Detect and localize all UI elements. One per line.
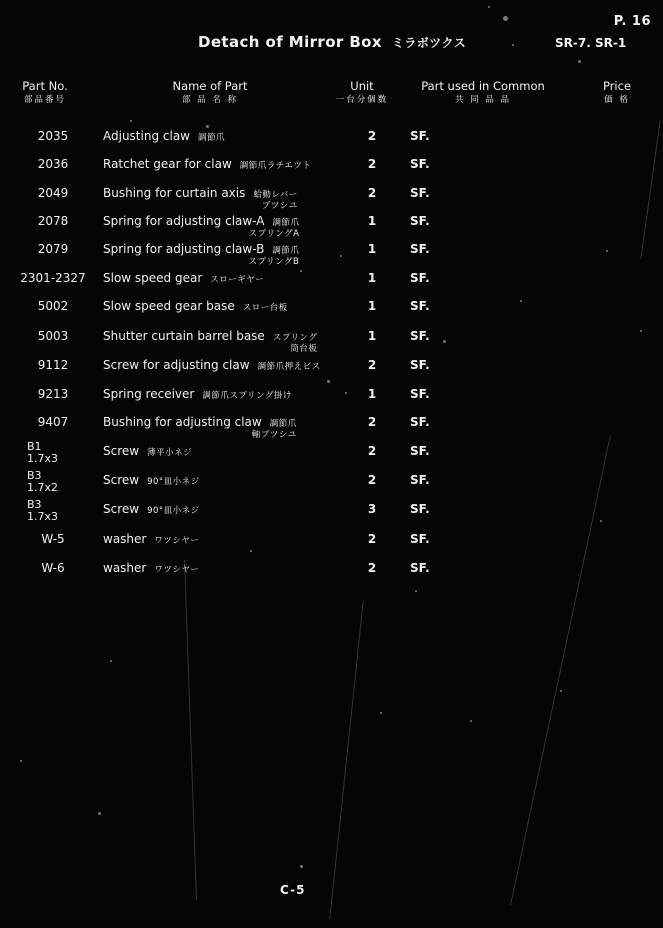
part-name-en: washer [103,532,147,546]
unit-count: 1 [367,214,377,228]
part-number: 2036 [37,157,69,171]
header-part-no [18,80,72,107]
part-name [103,186,298,211]
unit-count: 1 [367,242,377,256]
part-number: W-5 [41,532,65,546]
header-common-jp: 共 同 品 品 [454,95,512,105]
part-name-jp: 調節爪スプリング掛け [202,391,292,401]
unit-count: 2 [367,157,377,171]
header-part-no-label: Part No. [22,79,68,93]
part-name-jp-line2: 軸ブツシユ [251,430,297,440]
part-name-jp: スロー台板 [242,303,288,313]
part-name [103,329,317,354]
header-unit-label: Unit [350,79,374,93]
part-name [103,358,321,374]
common-use: SF. [410,214,430,228]
part-number [27,441,67,465]
part-name-en: washer [103,561,147,575]
unit-count: 2 [367,129,377,143]
unit-count: 2 [367,561,377,575]
part-name-en: Shutter curtain barrel base [103,329,265,343]
part-number: 5003 [37,329,69,343]
part-name [103,444,192,460]
common-use: SF. [410,129,430,143]
part-name [103,561,199,577]
unit-count: 2 [367,415,377,429]
part-name [103,129,225,145]
common-use: SF. [410,157,430,171]
table-row [0,186,663,216]
header-price-jp: 価 格 [604,95,630,105]
part-number: 9112 [37,358,69,372]
part-name-jp: スプリング [272,333,318,343]
part-number-line2: 1.7x3 [27,452,59,465]
common-use: SF. [410,186,430,200]
unit-count: 1 [367,387,377,401]
part-name [103,502,200,518]
part-name-jp: ワツシヤー [154,565,200,575]
part-name [103,214,299,239]
header-name [160,80,260,107]
common-use: SF. [410,502,430,516]
part-name-jp: 調節爪押えビス [257,362,321,372]
part-name [103,157,311,173]
part-name-en: Screw [103,444,140,458]
part-name-en: Spring receiver [103,387,195,401]
part-name-jp: 90°皿小ネジ [147,506,200,516]
table-row [0,532,663,562]
header-price [597,80,637,107]
header-name-label: Name of Part [172,79,248,93]
table-row [0,271,663,301]
part-number: 2301-2327 [20,271,86,285]
table-row [0,469,663,503]
part-number: 2079 [37,242,69,256]
part-name [103,532,199,548]
header-unit [333,80,391,107]
table-row [0,358,663,388]
part-number [27,470,67,494]
header-part-no-jp: 部品番号 [23,95,66,105]
header-common [418,80,548,107]
table-row [0,440,663,474]
unit-count: 2 [367,358,377,372]
part-number-line2: 1.7x2 [27,481,59,494]
common-use: SF. [410,271,430,285]
unit-count: 2 [367,532,377,546]
unit-count: 2 [367,444,377,458]
part-name-jp-line2: 筒台板 [290,344,318,354]
part-name-jp: 薄平小ネジ [147,448,193,458]
table-row [0,129,663,159]
part-name-en: Bushing for adjusting claw [103,415,262,429]
table-row [0,329,663,359]
header-price-label: Price [602,79,632,93]
part-name [103,387,292,403]
part-number-line1: B1 [27,440,42,453]
part-name-jp: 90°皿小ネジ [147,477,200,487]
part-number: 2078 [37,214,69,228]
part-name-jp-line2: スプリングA [248,229,300,239]
model-label: SR-7. SR-1 [555,36,627,50]
table-row [0,299,663,329]
common-use: SF. [410,358,430,372]
common-use: SF. [410,242,430,256]
part-number: 2035 [37,129,69,143]
part-number-line2: 1.7x3 [27,510,59,523]
part-name-en: Spring for adjusting claw-A [103,214,265,228]
common-use: SF. [410,329,430,343]
part-number: 9213 [37,387,69,401]
table-row [0,387,663,417]
part-number-line1: B3 [27,498,42,511]
common-use: SF. [410,299,430,313]
table-row [0,561,663,591]
part-name-en: Screw for adjusting claw [103,358,250,372]
header-unit-jp: 一台分個数 [335,95,389,105]
common-use: SF. [410,561,430,575]
unit-count: 1 [367,271,377,285]
common-use: SF. [410,444,430,458]
page-number: P. 16 [613,14,651,29]
part-name-jp: 調節爪ラチエツト [239,161,312,171]
part-number-line1: B3 [27,469,42,482]
part-name-en: Screw [103,473,140,487]
part-name [103,271,264,287]
table-row [0,157,663,187]
common-use: SF. [410,415,430,429]
part-name [103,473,200,489]
page-footer-code: C-5 [280,883,306,897]
part-name [103,415,297,440]
header-common-label: Part used in Common [421,79,545,93]
part-name-en: Spring for adjusting claw-B [103,242,265,256]
table-row [0,242,663,272]
part-name-jp: 調節爪 [269,419,297,429]
part-name-en: Ratchet gear for claw [103,157,232,171]
part-number: 9407 [37,415,69,429]
part-number: W-6 [41,561,65,575]
part-name-en: Bushing for curtain axis [103,186,246,200]
part-name [103,299,288,315]
part-name-jp: スローギヤー [210,275,265,285]
part-name-en: Slow speed gear base [103,299,235,313]
part-name-en: Screw [103,502,140,516]
table-row [0,415,663,445]
unit-count: 3 [367,502,377,516]
part-name-jp: 調節爪 [272,218,300,228]
unit-count: 2 [367,473,377,487]
part-name [103,242,299,267]
part-number: 2049 [37,186,69,200]
part-name-en: Adjusting claw [103,129,190,143]
common-use: SF. [410,532,430,546]
table-row [0,214,663,244]
part-name-jp-line2: ブツシユ [261,201,298,211]
part-name-jp: 蛤動レバー [253,190,298,200]
unit-count: 2 [367,186,377,200]
part-name-jp: 調節爪 [197,133,225,143]
part-number: 5002 [37,299,69,313]
part-number [27,499,67,523]
header-name-jp: 部 品 名 称 [181,95,239,105]
page-title [198,33,466,51]
common-use: SF. [410,387,430,401]
unit-count: 1 [367,299,377,313]
part-name-en: Slow speed gear [103,271,203,285]
common-use: SF. [410,473,430,487]
table-row [0,498,663,532]
title-text: Detach of Mirror Box [198,33,382,51]
part-name-jp-line2: スプリングB [248,257,300,267]
part-name-jp: ワツシヤー [154,536,200,546]
title-japanese: ミラボツクス [391,36,467,50]
unit-count: 1 [367,329,377,343]
part-name-jp: 調節爪 [272,246,300,256]
